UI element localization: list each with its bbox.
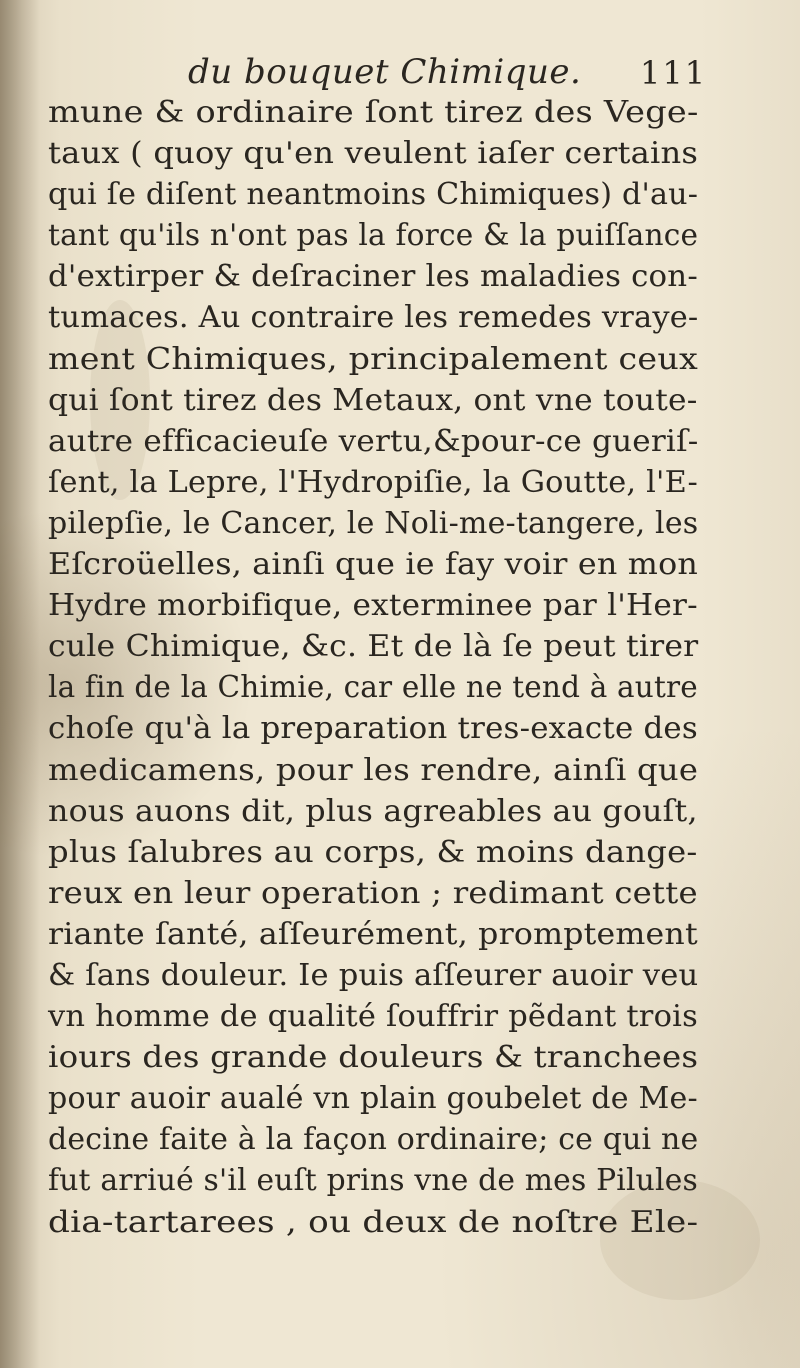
text-line: vn homme de qualité ſouffrir pẽdant trois <box>48 999 698 1035</box>
text-line: & ſans douleur. Ie puis aſſeurer auoir veu <box>48 957 699 993</box>
text-line: pour auoir aualé vn plain goubelet de Me- <box>48 1081 698 1117</box>
text-line: ſent, la Lepre, l'Hydropiſie, la Goutte, l'E- <box>48 464 699 500</box>
page-number: 111 <box>640 54 708 92</box>
text-line: la fin de la Chimie, car elle ne tend à autre <box>48 670 698 706</box>
text-line: decine faite à la façon ordinaire; ce qui ne <box>48 1122 699 1158</box>
gutter-shadow <box>0 0 40 1368</box>
running-title: du bouquet Chimique. <box>188 52 582 92</box>
text-line: Eſcroüelles, ainſi que ie fay voir en mon <box>48 547 699 583</box>
body-text <box>48 92 698 1243</box>
text-line: iours des grande douleurs & tranchees <box>48 1040 699 1076</box>
text-line: d'extirper & deſraciner les maladies con- <box>48 259 698 295</box>
text-line: reux en leur operation ; redimant cette <box>48 875 698 911</box>
text-line: nous auons dit, plus agreables au gouſt, <box>48 793 698 829</box>
text-line: dia-tartarees , ou deux de noſtre Ele- <box>48 1204 699 1240</box>
text-line: medicamens, pour les rendre, ainſi que <box>48 752 699 788</box>
text-line: tumaces. Au contraire les remedes vraye- <box>48 300 699 336</box>
text-line: riante ſanté, aſſeurément, promptement <box>48 916 698 952</box>
text-line: mune & ordinaire ſont tirez des Vege- <box>48 95 699 130</box>
text-line: fut arriué s'il euſt prins vne de mes Pilules <box>48 1163 698 1199</box>
text-line: pilepſie, le Cancer, le Noli-me-tangere, les <box>48 505 699 541</box>
text-line: autre efficacieuſe vertu,&pour-ce gueriſ- <box>48 423 699 459</box>
text-line: tant qu'ils n'ont pas la force & la puiſſance <box>48 218 699 254</box>
text-line: Hydre morbifique, exterminee par l'Her- <box>48 588 698 624</box>
text-line: cule Chimique, &c. Et de là ſe peut tirer <box>48 629 699 665</box>
text-line: taux ( quoy qu'en veulent iaſer certains <box>48 136 699 172</box>
text-line: qui ſont tirez des Metaux, ont vne toute- <box>48 382 698 418</box>
text-line: qui ſe diſent neantmoins Chimiques) d'au- <box>48 177 699 213</box>
text-line: plus ſalubres au corps, & moins dange- <box>48 834 698 870</box>
text-line: choſe qu'à la preparation tres-exacte des <box>48 711 698 747</box>
text-line: ment Chimiques, principalement ceux <box>48 341 698 377</box>
